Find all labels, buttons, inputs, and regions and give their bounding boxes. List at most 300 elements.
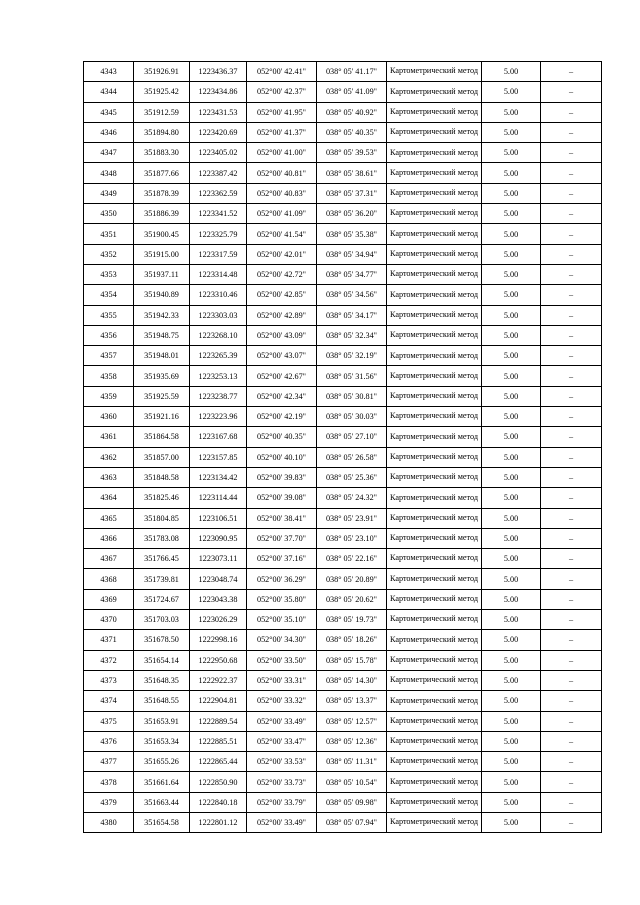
cell-point-number: 4376 bbox=[84, 731, 134, 751]
cell-longitude: 038° 05' 32.34" bbox=[317, 325, 387, 345]
cell-latitude: 052°00' 41.95" bbox=[247, 102, 317, 122]
cell-longitude: 038° 05' 34.77" bbox=[317, 264, 387, 284]
cell-accuracy: 5.00 bbox=[482, 488, 541, 508]
cell-accuracy: 5.00 bbox=[482, 447, 541, 467]
table-row bbox=[84, 427, 602, 447]
cell-coord-y: 1222998.16 bbox=[190, 630, 247, 650]
cell-coord-y: 1222801.12 bbox=[190, 812, 247, 832]
cell-coord-x: 351654.58 bbox=[134, 812, 190, 832]
cell-coord-x: 351804.85 bbox=[134, 508, 190, 528]
cell-point-number: 4350 bbox=[84, 204, 134, 224]
cell-note: – bbox=[541, 569, 602, 589]
cell-longitude: 038° 05' 24.32" bbox=[317, 488, 387, 508]
table-row bbox=[84, 569, 602, 589]
cell-coord-x: 351915.00 bbox=[134, 244, 190, 264]
cell-method: Картометрический метод bbox=[387, 610, 482, 630]
cell-method: Картометрический метод bbox=[387, 407, 482, 427]
cell-method: Картометрический метод bbox=[387, 285, 482, 305]
cell-method: Картометрический метод bbox=[387, 467, 482, 487]
cell-accuracy: 5.00 bbox=[482, 62, 541, 82]
cell-coord-x: 351739.81 bbox=[134, 569, 190, 589]
cell-method: Картометрический метод bbox=[387, 244, 482, 264]
cell-accuracy: 5.00 bbox=[482, 711, 541, 731]
cell-point-number: 4352 bbox=[84, 244, 134, 264]
cell-latitude: 052°00' 35.10" bbox=[247, 610, 317, 630]
cell-note: – bbox=[541, 528, 602, 548]
cell-longitude: 038° 05' 30.03" bbox=[317, 407, 387, 427]
cell-coord-x: 351912.59 bbox=[134, 102, 190, 122]
cell-coord-x: 351921.16 bbox=[134, 407, 190, 427]
cell-coord-y: 1223434.86 bbox=[190, 82, 247, 102]
cell-longitude: 038° 05' 40.92" bbox=[317, 102, 387, 122]
table-row bbox=[84, 407, 602, 427]
cell-point-number: 4361 bbox=[84, 427, 134, 447]
cell-note: – bbox=[541, 62, 602, 82]
cell-note: – bbox=[541, 812, 602, 832]
cell-latitude: 052°00' 33.50" bbox=[247, 650, 317, 670]
cell-coord-x: 351653.34 bbox=[134, 731, 190, 751]
cell-method: Картометрический метод bbox=[387, 630, 482, 650]
cell-coord-y: 1223043.38 bbox=[190, 589, 247, 609]
cell-longitude: 038° 05' 22.16" bbox=[317, 549, 387, 569]
cell-method: Картометрический метод bbox=[387, 305, 482, 325]
cell-coord-x: 351900.45 bbox=[134, 224, 190, 244]
cell-coord-x: 351877.66 bbox=[134, 163, 190, 183]
cell-note: – bbox=[541, 752, 602, 772]
cell-coord-x: 351783.08 bbox=[134, 528, 190, 548]
table-row bbox=[84, 691, 602, 711]
cell-longitude: 038° 05' 18.26" bbox=[317, 630, 387, 650]
cell-method: Картометрический метод bbox=[387, 102, 482, 122]
cell-method: Картометрический метод bbox=[387, 143, 482, 163]
cell-coord-x: 351864.58 bbox=[134, 427, 190, 447]
table-row bbox=[84, 62, 602, 82]
cell-method: Картометрический метод bbox=[387, 772, 482, 792]
cell-accuracy: 5.00 bbox=[482, 772, 541, 792]
cell-coord-y: 1223167.68 bbox=[190, 427, 247, 447]
coordinates-table-body bbox=[84, 62, 602, 833]
cell-longitude: 038° 05' 07.94" bbox=[317, 812, 387, 832]
cell-point-number: 4374 bbox=[84, 691, 134, 711]
table-row bbox=[84, 670, 602, 690]
cell-longitude: 038° 05' 23.10" bbox=[317, 528, 387, 548]
cell-longitude: 038° 05' 12.57" bbox=[317, 711, 387, 731]
table-row bbox=[84, 549, 602, 569]
table-row bbox=[84, 122, 602, 142]
cell-note: – bbox=[541, 325, 602, 345]
table-row bbox=[84, 366, 602, 386]
cell-method: Картометрический метод bbox=[387, 366, 482, 386]
cell-note: – bbox=[541, 508, 602, 528]
cell-method: Картометрический метод bbox=[387, 325, 482, 345]
table-row bbox=[84, 650, 602, 670]
cell-point-number: 4359 bbox=[84, 386, 134, 406]
cell-method: Картометрический метод bbox=[387, 163, 482, 183]
cell-accuracy: 5.00 bbox=[482, 427, 541, 447]
cell-method: Картометрический метод bbox=[387, 82, 482, 102]
cell-latitude: 052°00' 42.01" bbox=[247, 244, 317, 264]
cell-note: – bbox=[541, 691, 602, 711]
cell-accuracy: 5.00 bbox=[482, 163, 541, 183]
cell-method: Картометрический метод bbox=[387, 650, 482, 670]
cell-longitude: 038° 05' 15.78" bbox=[317, 650, 387, 670]
cell-note: – bbox=[541, 143, 602, 163]
cell-accuracy: 5.00 bbox=[482, 467, 541, 487]
cell-accuracy: 5.00 bbox=[482, 650, 541, 670]
cell-latitude: 052°00' 40.10" bbox=[247, 447, 317, 467]
cell-coord-x: 351678.50 bbox=[134, 630, 190, 650]
cell-latitude: 052°00' 33.53" bbox=[247, 752, 317, 772]
cell-point-number: 4378 bbox=[84, 772, 134, 792]
table-row bbox=[84, 305, 602, 325]
cell-note: – bbox=[541, 82, 602, 102]
cell-point-number: 4346 bbox=[84, 122, 134, 142]
cell-accuracy: 5.00 bbox=[482, 610, 541, 630]
cell-longitude: 038° 05' 39.53" bbox=[317, 143, 387, 163]
cell-longitude: 038° 05' 09.98" bbox=[317, 792, 387, 812]
cell-latitude: 052°00' 38.41" bbox=[247, 508, 317, 528]
cell-accuracy: 5.00 bbox=[482, 244, 541, 264]
cell-coord-y: 1223310.46 bbox=[190, 285, 247, 305]
cell-longitude: 038° 05' 19.73" bbox=[317, 610, 387, 630]
table-row bbox=[84, 143, 602, 163]
cell-method: Картометрический метод bbox=[387, 691, 482, 711]
cell-coord-x: 351648.35 bbox=[134, 670, 190, 690]
cell-note: – bbox=[541, 204, 602, 224]
cell-accuracy: 5.00 bbox=[482, 82, 541, 102]
cell-accuracy: 5.00 bbox=[482, 630, 541, 650]
cell-point-number: 4363 bbox=[84, 467, 134, 487]
cell-method: Картометрический метод bbox=[387, 386, 482, 406]
cell-method: Картометрический метод bbox=[387, 62, 482, 82]
table-row bbox=[84, 183, 602, 203]
cell-point-number: 4355 bbox=[84, 305, 134, 325]
cell-coord-y: 1223405.02 bbox=[190, 143, 247, 163]
cell-longitude: 038° 05' 31.56" bbox=[317, 366, 387, 386]
cell-latitude: 052°00' 42.72" bbox=[247, 264, 317, 284]
table-row bbox=[84, 610, 602, 630]
cell-point-number: 4367 bbox=[84, 549, 134, 569]
table-row bbox=[84, 630, 602, 650]
cell-method: Картометрический метод bbox=[387, 122, 482, 142]
cell-method: Картометрический метод bbox=[387, 427, 482, 447]
cell-longitude: 038° 05' 12.36" bbox=[317, 731, 387, 751]
cell-latitude: 052°00' 33.31" bbox=[247, 670, 317, 690]
cell-point-number: 4379 bbox=[84, 792, 134, 812]
table-row bbox=[84, 163, 602, 183]
cell-note: – bbox=[541, 589, 602, 609]
cell-longitude: 038° 05' 11.31" bbox=[317, 752, 387, 772]
table-row bbox=[84, 488, 602, 508]
cell-note: – bbox=[541, 224, 602, 244]
cell-method: Картометрический метод bbox=[387, 812, 482, 832]
cell-accuracy: 5.00 bbox=[482, 528, 541, 548]
cell-coord-y: 1223106.51 bbox=[190, 508, 247, 528]
cell-point-number: 4366 bbox=[84, 528, 134, 548]
cell-coord-x: 351926.91 bbox=[134, 62, 190, 82]
cell-longitude: 038° 05' 34.56" bbox=[317, 285, 387, 305]
cell-longitude: 038° 05' 34.94" bbox=[317, 244, 387, 264]
cell-accuracy: 5.00 bbox=[482, 386, 541, 406]
cell-longitude: 038° 05' 34.17" bbox=[317, 305, 387, 325]
cell-method: Картометрический метод bbox=[387, 183, 482, 203]
cell-latitude: 052°00' 40.81" bbox=[247, 163, 317, 183]
cell-latitude: 052°00' 37.70" bbox=[247, 528, 317, 548]
cell-longitude: 038° 05' 23.91" bbox=[317, 508, 387, 528]
cell-latitude: 052°00' 34.30" bbox=[247, 630, 317, 650]
cell-point-number: 4351 bbox=[84, 224, 134, 244]
cell-latitude: 052°00' 33.79" bbox=[247, 792, 317, 812]
cell-note: – bbox=[541, 711, 602, 731]
cell-accuracy: 5.00 bbox=[482, 752, 541, 772]
cell-note: – bbox=[541, 630, 602, 650]
cell-accuracy: 5.00 bbox=[482, 670, 541, 690]
cell-longitude: 038° 05' 36.20" bbox=[317, 204, 387, 224]
cell-point-number: 4347 bbox=[84, 143, 134, 163]
cell-accuracy: 5.00 bbox=[482, 346, 541, 366]
cell-coord-x: 351654.14 bbox=[134, 650, 190, 670]
cell-accuracy: 5.00 bbox=[482, 204, 541, 224]
cell-coord-y: 1223325.79 bbox=[190, 224, 247, 244]
cell-accuracy: 5.00 bbox=[482, 812, 541, 832]
cell-point-number: 4360 bbox=[84, 407, 134, 427]
cell-point-number: 4348 bbox=[84, 163, 134, 183]
cell-latitude: 052°00' 42.37" bbox=[247, 82, 317, 102]
cell-coord-y: 1223303.03 bbox=[190, 305, 247, 325]
cell-latitude: 052°00' 41.09" bbox=[247, 204, 317, 224]
cell-note: – bbox=[541, 163, 602, 183]
cell-coord-x: 351766.45 bbox=[134, 549, 190, 569]
cell-latitude: 052°00' 39.08" bbox=[247, 488, 317, 508]
cell-point-number: 4368 bbox=[84, 569, 134, 589]
cell-note: – bbox=[541, 549, 602, 569]
cell-coord-x: 351655.26 bbox=[134, 752, 190, 772]
cell-method: Картометрический метод bbox=[387, 508, 482, 528]
cell-latitude: 052°00' 42.85" bbox=[247, 285, 317, 305]
cell-longitude: 038° 05' 26.58" bbox=[317, 447, 387, 467]
table-row bbox=[84, 467, 602, 487]
cell-note: – bbox=[541, 407, 602, 427]
cell-note: – bbox=[541, 183, 602, 203]
cell-note: – bbox=[541, 346, 602, 366]
cell-accuracy: 5.00 bbox=[482, 305, 541, 325]
table-row bbox=[84, 325, 602, 345]
cell-coord-x: 351857.00 bbox=[134, 447, 190, 467]
cell-note: – bbox=[541, 670, 602, 690]
cell-point-number: 4357 bbox=[84, 346, 134, 366]
cell-coord-x: 351653.91 bbox=[134, 711, 190, 731]
cell-accuracy: 5.00 bbox=[482, 589, 541, 609]
cell-latitude: 052°00' 42.67" bbox=[247, 366, 317, 386]
cell-point-number: 4365 bbox=[84, 508, 134, 528]
cell-accuracy: 5.00 bbox=[482, 285, 541, 305]
cell-point-number: 4380 bbox=[84, 812, 134, 832]
cell-coord-x: 351878.39 bbox=[134, 183, 190, 203]
cell-coord-y: 1223314.48 bbox=[190, 264, 247, 284]
cell-note: – bbox=[541, 122, 602, 142]
cell-point-number: 4358 bbox=[84, 366, 134, 386]
cell-point-number: 4344 bbox=[84, 82, 134, 102]
cell-coord-x: 351648.55 bbox=[134, 691, 190, 711]
cell-accuracy: 5.00 bbox=[482, 224, 541, 244]
table-row bbox=[84, 528, 602, 548]
cell-note: – bbox=[541, 427, 602, 447]
cell-latitude: 052°00' 33.73" bbox=[247, 772, 317, 792]
table-row bbox=[84, 508, 602, 528]
cell-note: – bbox=[541, 488, 602, 508]
cell-longitude: 038° 05' 20.89" bbox=[317, 569, 387, 589]
cell-coord-y: 1222865.44 bbox=[190, 752, 247, 772]
cell-coord-y: 1223048.74 bbox=[190, 569, 247, 589]
cell-latitude: 052°00' 33.47" bbox=[247, 731, 317, 751]
coordinates-table bbox=[83, 61, 602, 833]
cell-coord-x: 351948.01 bbox=[134, 346, 190, 366]
cell-latitude: 052°00' 42.19" bbox=[247, 407, 317, 427]
table-row bbox=[84, 589, 602, 609]
cell-method: Картометрический метод bbox=[387, 569, 482, 589]
cell-coord-x: 351883.30 bbox=[134, 143, 190, 163]
cell-note: – bbox=[541, 610, 602, 630]
table-row bbox=[84, 792, 602, 812]
cell-coord-y: 1223420.69 bbox=[190, 122, 247, 142]
cell-latitude: 052°00' 41.00" bbox=[247, 143, 317, 163]
cell-note: – bbox=[541, 792, 602, 812]
cell-coord-y: 1223157.85 bbox=[190, 447, 247, 467]
cell-accuracy: 5.00 bbox=[482, 792, 541, 812]
cell-accuracy: 5.00 bbox=[482, 122, 541, 142]
cell-longitude: 038° 05' 10.54" bbox=[317, 772, 387, 792]
cell-accuracy: 5.00 bbox=[482, 183, 541, 203]
cell-method: Картометрический метод bbox=[387, 752, 482, 772]
cell-method: Картометрический метод bbox=[387, 549, 482, 569]
cell-latitude: 052°00' 41.37" bbox=[247, 122, 317, 142]
cell-latitude: 052°00' 37.16" bbox=[247, 549, 317, 569]
cell-method: Картометрический метод bbox=[387, 488, 482, 508]
cell-accuracy: 5.00 bbox=[482, 366, 541, 386]
cell-latitude: 052°00' 39.83" bbox=[247, 467, 317, 487]
cell-latitude: 052°00' 42.34" bbox=[247, 386, 317, 406]
cell-accuracy: 5.00 bbox=[482, 731, 541, 751]
cell-latitude: 052°00' 40.83" bbox=[247, 183, 317, 203]
cell-longitude: 038° 05' 27.10" bbox=[317, 427, 387, 447]
table-row bbox=[84, 752, 602, 772]
cell-point-number: 4372 bbox=[84, 650, 134, 670]
cell-note: – bbox=[541, 244, 602, 264]
cell-coord-y: 1222850.90 bbox=[190, 772, 247, 792]
cell-method: Картометрический метод bbox=[387, 224, 482, 244]
table-row bbox=[84, 772, 602, 792]
cell-method: Картометрический метод bbox=[387, 204, 482, 224]
table-row bbox=[84, 731, 602, 751]
cell-accuracy: 5.00 bbox=[482, 691, 541, 711]
cell-coord-y: 1222950.68 bbox=[190, 650, 247, 670]
cell-coord-y: 1222904.81 bbox=[190, 691, 247, 711]
cell-note: – bbox=[541, 305, 602, 325]
cell-latitude: 052°00' 43.07" bbox=[247, 346, 317, 366]
cell-note: – bbox=[541, 366, 602, 386]
cell-longitude: 038° 05' 37.31" bbox=[317, 183, 387, 203]
cell-coord-x: 351940.89 bbox=[134, 285, 190, 305]
cell-coord-x: 351825.46 bbox=[134, 488, 190, 508]
cell-coord-y: 1222889.54 bbox=[190, 711, 247, 731]
cell-point-number: 4371 bbox=[84, 630, 134, 650]
cell-coord-x: 351942.33 bbox=[134, 305, 190, 325]
cell-latitude: 052°00' 33.32" bbox=[247, 691, 317, 711]
cell-point-number: 4364 bbox=[84, 488, 134, 508]
cell-coord-y: 1222840.18 bbox=[190, 792, 247, 812]
table-row bbox=[84, 346, 602, 366]
cell-coord-x: 351661.64 bbox=[134, 772, 190, 792]
cell-latitude: 052°00' 36.29" bbox=[247, 569, 317, 589]
cell-coord-x: 351937.11 bbox=[134, 264, 190, 284]
cell-coord-x: 351848.58 bbox=[134, 467, 190, 487]
cell-coord-x: 351663.44 bbox=[134, 792, 190, 812]
cell-point-number: 4362 bbox=[84, 447, 134, 467]
cell-note: – bbox=[541, 264, 602, 284]
cell-latitude: 052°00' 33.49" bbox=[247, 711, 317, 731]
cell-coord-y: 1223223.96 bbox=[190, 407, 247, 427]
cell-note: – bbox=[541, 285, 602, 305]
cell-coord-y: 1223431.53 bbox=[190, 102, 247, 122]
cell-longitude: 038° 05' 13.37" bbox=[317, 691, 387, 711]
cell-point-number: 4354 bbox=[84, 285, 134, 305]
cell-point-number: 4373 bbox=[84, 670, 134, 690]
table-row bbox=[84, 386, 602, 406]
cell-latitude: 052°00' 40.35" bbox=[247, 427, 317, 447]
cell-coord-y: 1223134.42 bbox=[190, 467, 247, 487]
cell-longitude: 038° 05' 25.36" bbox=[317, 467, 387, 487]
cell-latitude: 052°00' 35.80" bbox=[247, 589, 317, 609]
cell-coord-y: 1223341.52 bbox=[190, 204, 247, 224]
cell-accuracy: 5.00 bbox=[482, 569, 541, 589]
cell-latitude: 052°00' 42.41" bbox=[247, 62, 317, 82]
table-row bbox=[84, 812, 602, 832]
cell-accuracy: 5.00 bbox=[482, 407, 541, 427]
cell-coord-x: 351894.80 bbox=[134, 122, 190, 142]
table-row bbox=[84, 711, 602, 731]
cell-coord-x: 351925.42 bbox=[134, 82, 190, 102]
cell-longitude: 038° 05' 38.61" bbox=[317, 163, 387, 183]
cell-note: – bbox=[541, 772, 602, 792]
cell-point-number: 4375 bbox=[84, 711, 134, 731]
cell-note: – bbox=[541, 731, 602, 751]
cell-note: – bbox=[541, 386, 602, 406]
cell-method: Картометрический метод bbox=[387, 528, 482, 548]
cell-coord-y: 1223026.29 bbox=[190, 610, 247, 630]
table-row bbox=[84, 204, 602, 224]
table-row bbox=[84, 102, 602, 122]
cell-coord-y: 1223265.39 bbox=[190, 346, 247, 366]
table-row bbox=[84, 244, 602, 264]
cell-longitude: 038° 05' 41.09" bbox=[317, 82, 387, 102]
cell-note: – bbox=[541, 650, 602, 670]
cell-method: Картометрический метод bbox=[387, 589, 482, 609]
cell-accuracy: 5.00 bbox=[482, 102, 541, 122]
cell-longitude: 038° 05' 35.38" bbox=[317, 224, 387, 244]
cell-method: Картометрический метод bbox=[387, 346, 482, 366]
cell-accuracy: 5.00 bbox=[482, 264, 541, 284]
cell-method: Картометрический метод bbox=[387, 447, 482, 467]
cell-method: Картометрический метод bbox=[387, 711, 482, 731]
cell-coord-y: 1223090.95 bbox=[190, 528, 247, 548]
cell-method: Картометрический метод bbox=[387, 670, 482, 690]
cell-latitude: 052°00' 43.09" bbox=[247, 325, 317, 345]
cell-coord-y: 1222885.51 bbox=[190, 731, 247, 751]
cell-coord-x: 351925.59 bbox=[134, 386, 190, 406]
cell-longitude: 038° 05' 32.19" bbox=[317, 346, 387, 366]
table-row bbox=[84, 82, 602, 102]
cell-longitude: 038° 05' 20.62" bbox=[317, 589, 387, 609]
